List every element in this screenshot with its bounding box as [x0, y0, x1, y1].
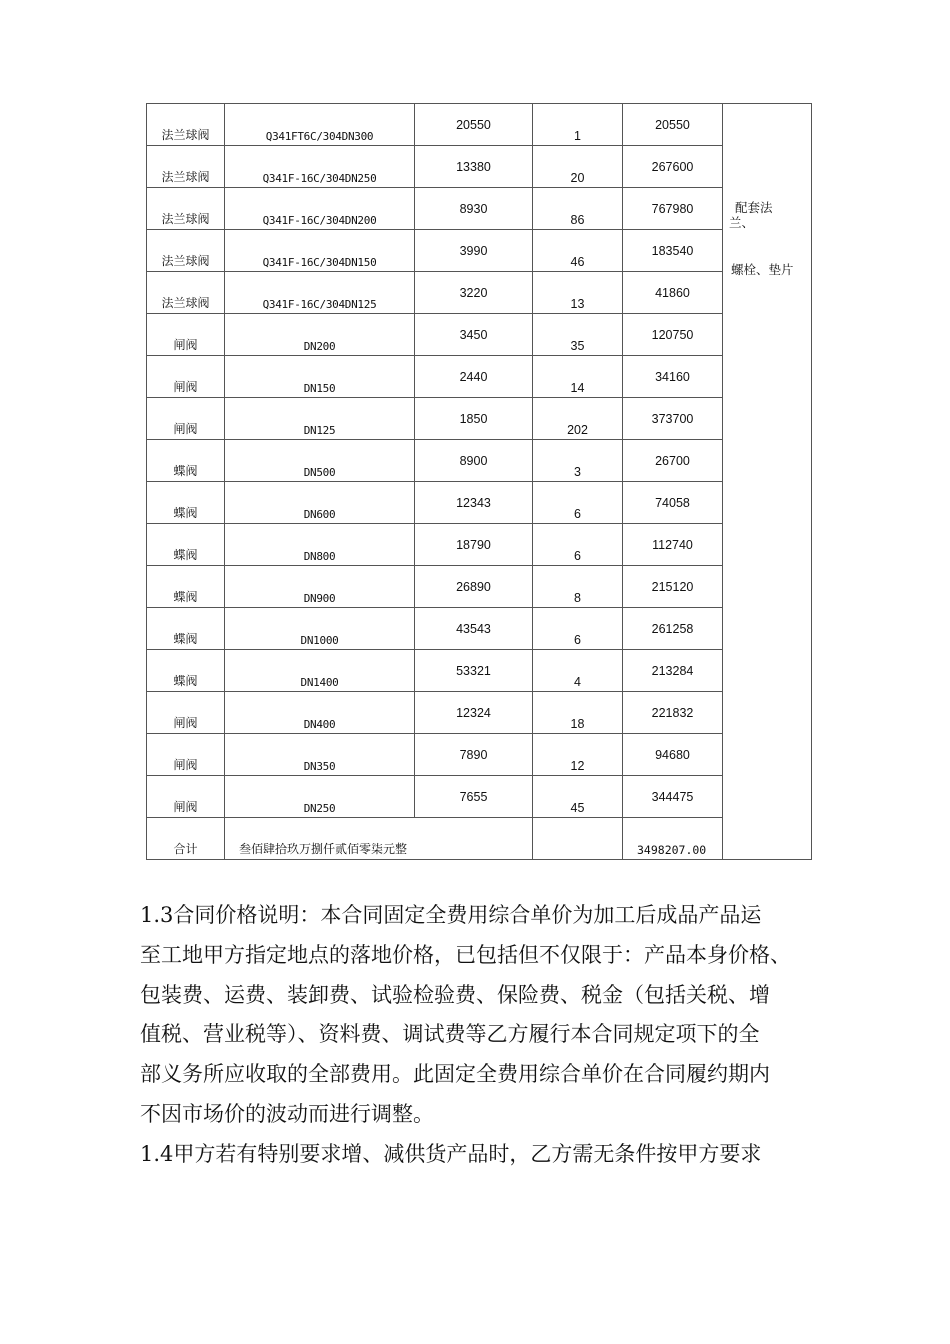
remarks-line: 兰、	[729, 215, 755, 230]
unit-price-cell	[415, 482, 533, 524]
unit-price-cell-text: 26890	[456, 580, 491, 594]
quantity-cell	[533, 608, 623, 650]
product-name-cell	[147, 650, 225, 692]
product-name-cell-text: 法兰球阀	[161, 212, 210, 226]
product-spec-cell-text: DN800	[303, 550, 336, 563]
product-name-cell-text: 法兰球阀	[161, 128, 210, 142]
amount-cell	[623, 104, 723, 146]
product-name-cell-text: 蝶阀	[173, 548, 198, 562]
unit-price-cell-text: 3220	[459, 286, 488, 300]
amount-cell	[623, 440, 723, 482]
quantity-cell-text: 13	[570, 297, 585, 311]
product-spec-cell-text: Q341FT6C/304DN300	[265, 130, 374, 143]
amount-cell-text: 112740	[652, 538, 693, 552]
unit-price-cell-text: 12343	[456, 496, 491, 510]
amount-cell	[623, 230, 723, 272]
table-row	[147, 104, 812, 146]
quantity-cell	[533, 650, 623, 692]
quantity-cell-text: 6	[574, 633, 581, 647]
product-spec-cell-text: Q341F-16C/304DN150	[262, 256, 377, 269]
table-row	[147, 314, 812, 356]
product-spec-cell-text: DN150	[303, 382, 336, 395]
price-table-body	[147, 104, 812, 860]
amount-cell-text: 94680	[655, 748, 690, 762]
quantity-cell-text: 35	[570, 339, 585, 353]
product-spec-cell	[225, 650, 415, 692]
table-row	[147, 650, 812, 692]
product-spec-cell	[225, 356, 415, 398]
quantity-cell-text: 3	[574, 465, 581, 479]
remarks-line: 螺栓、垫片	[731, 262, 794, 277]
product-spec-cell-text: DN500	[303, 466, 336, 479]
amount-cell	[623, 356, 723, 398]
unit-price-cell	[415, 734, 533, 776]
product-spec-cell	[225, 692, 415, 734]
product-name-cell	[147, 146, 225, 188]
amount-cell-text: 344475	[651, 790, 694, 804]
product-name-cell-text: 法兰球阀	[161, 170, 210, 184]
quantity-cell-text: 8	[574, 591, 581, 605]
product-name-cell	[147, 356, 225, 398]
quantity-cell-text: 45	[570, 801, 585, 815]
product-name-cell	[147, 524, 225, 566]
total-words-cell	[225, 818, 533, 860]
quantity-cell	[533, 524, 623, 566]
table-row	[147, 734, 812, 776]
quantity-cell	[533, 146, 623, 188]
product-name-cell	[147, 104, 225, 146]
amount-cell	[623, 734, 723, 776]
unit-price-cell	[415, 272, 533, 314]
product-name-cell	[147, 188, 225, 230]
quantity-cell	[533, 398, 623, 440]
product-spec-cell	[225, 776, 415, 818]
amount-cell-text: 213284	[651, 664, 694, 678]
unit-price-cell-text: 3450	[459, 328, 488, 342]
unit-price-cell	[415, 104, 533, 146]
remarks-cell	[723, 104, 812, 860]
product-spec-cell-text: DN1000	[300, 634, 339, 647]
amount-cell	[623, 524, 723, 566]
quantity-cell-text: 18	[570, 717, 585, 731]
total-row	[147, 818, 812, 860]
unit-price-cell	[415, 314, 533, 356]
product-name-cell	[147, 482, 225, 524]
quantity-cell-text: 202	[567, 423, 588, 437]
product-name-cell-text: 闸阀	[173, 800, 198, 814]
unit-price-cell-text: 1850	[459, 412, 488, 426]
product-spec-cell-text: DN400	[303, 718, 336, 731]
empty-cell	[533, 818, 623, 860]
unit-price-cell-text: 20550	[456, 118, 491, 132]
quantity-cell	[533, 776, 623, 818]
amount-cell	[623, 272, 723, 314]
quantity-cell	[533, 314, 623, 356]
amount-cell	[623, 566, 723, 608]
quantity-cell	[533, 188, 623, 230]
product-spec-cell	[225, 566, 415, 608]
total-amount-cell	[623, 818, 723, 860]
price-table-wrapper	[146, 103, 811, 867]
unit-price-cell	[415, 398, 533, 440]
amount-cell-text: 20550	[655, 118, 690, 132]
table-row	[147, 692, 812, 734]
product-spec-cell	[225, 146, 415, 188]
table-row	[147, 776, 812, 818]
paragraph-line: 值税、营业税等）、资料费、调试费等乙方履行本合同规定项下的全	[140, 1022, 760, 1047]
product-name-cell-text: 闸阀	[173, 422, 198, 436]
unit-price-cell	[415, 188, 533, 230]
paragraph-line: 部义务所应收取的全部费用。此固定全费用综合单价在合同履约期内	[140, 1062, 770, 1087]
quantity-cell	[533, 230, 623, 272]
paragraph-line: 至工地甲方指定地点的落地价格，已包括但不仅限于：产品本身价格、	[140, 942, 791, 967]
quantity-cell-text: 6	[574, 507, 581, 521]
table-row	[147, 398, 812, 440]
product-name-cell-text: 蝶阀	[173, 632, 198, 646]
table-row	[147, 566, 812, 608]
quantity-cell-text: 14	[570, 381, 585, 395]
unit-price-cell-text: 43543	[456, 622, 491, 636]
product-name-cell	[147, 566, 225, 608]
total-amount-in-words: 叁佰肆拾玖万捌仟贰佰零柒元整	[239, 842, 408, 856]
quantity-cell-text: 1	[574, 129, 581, 143]
product-name-cell-text: 蝶阀	[173, 674, 198, 688]
quantity-cell	[533, 734, 623, 776]
unit-price-cell-text: 18790	[456, 538, 491, 552]
table-row	[147, 482, 812, 524]
table-row	[147, 608, 812, 650]
unit-price-cell	[415, 146, 533, 188]
unit-price-cell	[415, 524, 533, 566]
product-spec-cell	[225, 188, 415, 230]
quantity-cell	[533, 482, 623, 524]
amount-cell-text: 215120	[651, 580, 694, 594]
amount-cell-text: 261258	[651, 622, 694, 636]
total-label: 合计	[173, 842, 198, 856]
amount-cell-text: 183540	[651, 244, 694, 258]
paragraph-line: 1.4甲方若有特别要求增、减供货产品时，乙方需无条件按甲方要求	[140, 1141, 762, 1166]
product-name-cell	[147, 776, 225, 818]
product-spec-cell-text: DN125	[303, 424, 336, 437]
unit-price-cell	[415, 440, 533, 482]
product-spec-cell	[225, 482, 415, 524]
product-name-cell-text: 闸阀	[173, 758, 198, 772]
amount-cell	[623, 146, 723, 188]
product-spec-cell-text: DN200	[303, 340, 336, 353]
product-name-cell-text: 法兰球阀	[161, 254, 210, 268]
unit-price-cell	[415, 776, 533, 818]
unit-price-cell	[415, 566, 533, 608]
product-spec-cell	[225, 734, 415, 776]
unit-price-cell	[415, 356, 533, 398]
amount-cell-text: 34160	[655, 370, 690, 384]
product-spec-cell	[225, 608, 415, 650]
product-name-cell-text: 法兰球阀	[161, 296, 210, 310]
unit-price-cell-text: 53321	[456, 664, 491, 678]
table-row	[147, 356, 812, 398]
paragraph-line: 包装费、运费、装卸费、试验检验费、保险费、税金（包括关税、增	[140, 982, 770, 1007]
unit-price-cell-text: 13380	[456, 160, 491, 174]
product-spec-cell-text: DN1400	[300, 676, 339, 689]
unit-price-cell-text: 7655	[459, 790, 488, 804]
contract-text	[140, 896, 840, 1175]
table-row	[147, 230, 812, 272]
product-name-cell	[147, 608, 225, 650]
paragraph-line: 1.3合同价格说明：本合同固定全费用综合单价为加工后成品产品运	[140, 903, 762, 927]
amount-cell-text: 74058	[655, 496, 690, 510]
product-spec-cell	[225, 524, 415, 566]
quantity-cell-text: 4	[574, 675, 581, 689]
quantity-cell	[533, 566, 623, 608]
amount-cell-text: 767980	[651, 202, 694, 216]
product-spec-cell-text: DN250	[303, 802, 336, 815]
product-name-cell	[147, 314, 225, 356]
amount-cell	[623, 314, 723, 356]
amount-cell	[623, 188, 723, 230]
product-name-cell-text: 闸阀	[173, 338, 198, 352]
unit-price-cell-text: 8930	[459, 202, 488, 216]
product-spec-cell	[225, 272, 415, 314]
product-name-cell	[147, 230, 225, 272]
amount-cell	[623, 650, 723, 692]
amount-cell-text: 26700	[655, 454, 690, 468]
product-name-cell	[147, 398, 225, 440]
paragraph-line: 不因市场价的波动而进行调整。	[140, 1101, 434, 1126]
product-spec-cell-text: DN600	[303, 508, 336, 521]
amount-cell-text: 221832	[651, 706, 694, 720]
quantity-cell	[533, 440, 623, 482]
table-row	[147, 524, 812, 566]
quantity-cell-text: 86	[570, 213, 585, 227]
product-spec-cell-text: DN900	[303, 592, 336, 605]
total-amount: 3498207.00	[637, 843, 707, 857]
amount-cell-text: 120750	[651, 328, 694, 342]
unit-price-cell	[415, 230, 533, 272]
amount-cell-text: 267600	[651, 160, 694, 174]
product-spec-cell	[225, 104, 415, 146]
product-name-cell-text: 闸阀	[173, 380, 198, 394]
quantity-cell-text: 6	[574, 549, 581, 563]
product-name-cell-text: 蝶阀	[173, 590, 198, 604]
unit-price-cell	[415, 608, 533, 650]
product-name-cell	[147, 734, 225, 776]
unit-price-cell-text: 12324	[456, 706, 491, 720]
table-row	[147, 272, 812, 314]
quantity-cell	[533, 692, 623, 734]
product-name-cell-text: 闸阀	[173, 716, 198, 730]
table-row	[147, 146, 812, 188]
product-name-cell	[147, 692, 225, 734]
unit-price-cell-text: 2440	[459, 370, 488, 384]
product-name-cell-text: 蝶阀	[173, 464, 198, 478]
price-table	[146, 103, 812, 860]
product-spec-cell	[225, 230, 415, 272]
amount-cell	[623, 776, 723, 818]
product-spec-cell	[225, 314, 415, 356]
product-spec-cell	[225, 398, 415, 440]
product-spec-cell-text: Q341F-16C/304DN200	[262, 214, 377, 227]
product-spec-cell	[225, 440, 415, 482]
amount-cell	[623, 482, 723, 524]
remarks-text	[729, 200, 773, 230]
product-name-cell	[147, 272, 225, 314]
unit-price-cell	[415, 650, 533, 692]
product-spec-cell-text: Q341F-16C/304DN125	[262, 298, 377, 311]
quantity-cell	[533, 356, 623, 398]
amount-cell	[623, 692, 723, 734]
table-row	[147, 188, 812, 230]
quantity-cell	[533, 104, 623, 146]
amount-cell	[623, 398, 723, 440]
total-label-cell	[147, 818, 225, 860]
product-name-cell-text: 蝶阀	[173, 506, 198, 520]
product-spec-cell-text: Q341F-16C/304DN250	[262, 172, 377, 185]
unit-price-cell-text: 7890	[459, 748, 488, 762]
table-row	[147, 440, 812, 482]
quantity-cell-text: 20	[570, 171, 585, 185]
product-spec-cell-text: DN350	[303, 760, 336, 773]
amount-cell-text: 41860	[655, 286, 690, 300]
remarks-line: 配套法	[735, 200, 773, 215]
unit-price-cell-text: 8900	[459, 454, 488, 468]
quantity-cell-text: 12	[570, 759, 585, 773]
unit-price-cell	[415, 692, 533, 734]
product-name-cell	[147, 440, 225, 482]
amount-cell	[623, 608, 723, 650]
quantity-cell	[533, 272, 623, 314]
amount-cell-text: 373700	[651, 412, 694, 426]
unit-price-cell-text: 3990	[459, 244, 488, 258]
quantity-cell-text: 46	[570, 255, 585, 269]
